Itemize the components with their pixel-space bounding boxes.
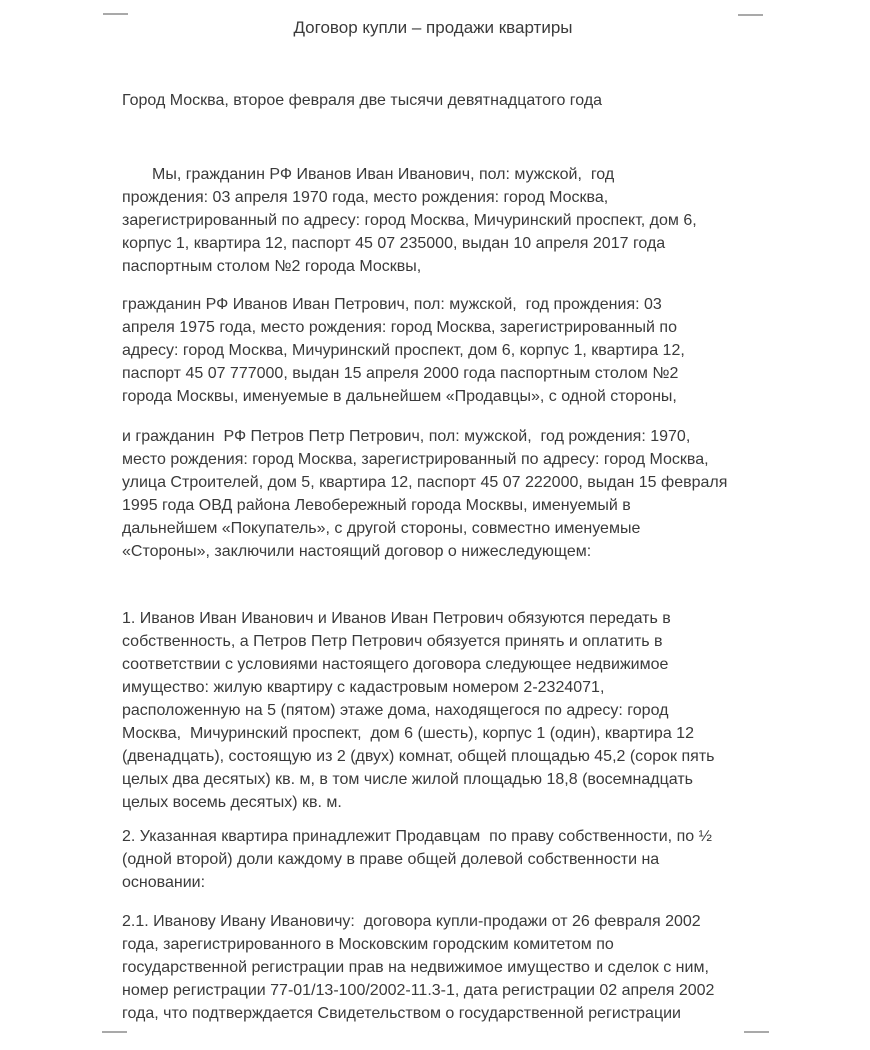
document-title: Договор купли – продажи квартиры bbox=[293, 18, 573, 37]
text-line: Город Москва, второе февраля две тысячи девятнадцатого года bbox=[122, 92, 603, 109]
text-line: основании: bbox=[122, 874, 206, 891]
text-line: города Москвы, именуемые в дальнейшем «Продавцы», с одной стороны, bbox=[122, 388, 677, 405]
text-line: и гражданин РФ Петров Петр Петрович, пол: мужской, год рождения: 1970, bbox=[122, 428, 691, 445]
crop-mark-bottom-right bbox=[744, 1031, 769, 1033]
text-line: корпус 1, квартира 12, паспорт 45 07 235000, выдан 10 апреля 2017 года bbox=[122, 235, 666, 252]
paragraph-preamble-seller-2 bbox=[122, 293, 744, 408]
text-line: улица Строителей, дом 5, квартира 12, паспорт 45 07 222000, выдан 15 февраля bbox=[122, 474, 728, 491]
paragraph-preamble-seller-1 bbox=[122, 163, 744, 278]
crop-mark-bottom-left bbox=[102, 1031, 127, 1033]
paragraph-clause-2-1 bbox=[122, 910, 744, 1025]
text-line: расположенную на 5 (пятом) этаже дома, находящегося по адресу: город bbox=[122, 702, 669, 719]
text-line: паспорт 45 07 777000, выдан 15 апреля 2000 года паспортным столом №2 bbox=[122, 365, 679, 382]
text-line: дальнейшем «Покупатель», с другой стороны, совместно именуемые bbox=[122, 520, 641, 537]
text-line: зарегистрированный по адресу: город Москва, Мичуринский проспект, дом 6, bbox=[122, 212, 697, 229]
text-line: Мы, гражданин РФ Иванов Иван Иванович, пол: мужской, год bbox=[152, 166, 615, 183]
text-line: года, зарегистрированного в Московским городским комитетом по bbox=[122, 936, 614, 953]
date-line bbox=[122, 89, 744, 112]
text-line: апреля 1975 года, место рождения: город Москва, зарегистрированный по bbox=[122, 319, 677, 336]
text-line: прождения: 03 апреля 1970 года, место рождения: город Москва, bbox=[122, 189, 609, 206]
paragraph-clause-1 bbox=[122, 607, 744, 814]
paragraph-clause-2 bbox=[122, 825, 744, 894]
text-line: адресу: город Москва, Мичуринский проспект, дом 6, корпус 1, квартира 12, bbox=[122, 342, 685, 359]
text-line: (одной второй) доли каждому в праве общей долевой собственности на bbox=[122, 851, 660, 868]
text-line: соответствии с условиями настоящего договора следующее недвижимое bbox=[122, 656, 669, 673]
text-line: целых восемь десятых) кв. м. bbox=[122, 794, 342, 811]
text-line: 1. Иванов Иван Иванович и Иванов Иван Петрович обязуются передать в bbox=[122, 610, 671, 627]
paragraph-preamble-buyer bbox=[122, 425, 744, 563]
text-line: место рождения: город Москва, зарегистрированный по адресу: город Москва, bbox=[122, 451, 709, 468]
text-line: целых два десятых) кв. м, в том числе жилой площадью 18,8 (восемнадцать bbox=[122, 771, 693, 788]
text-line: номер регистрации 77-01/13-100/2002-11.3-1, дата регистрации 02 апреля 2002 bbox=[122, 982, 715, 999]
text-line: 2.1. Иванову Ивану Ивановичу: договора купли-продажи от 26 февраля 2002 bbox=[122, 913, 701, 930]
text-line: Москва, Мичуринский проспект, дом 6 (шесть), корпус 1 (один), квартира 12 bbox=[122, 725, 694, 742]
document-content bbox=[122, 16, 744, 1025]
text-line: гражданин РФ Иванов Иван Петрович, пол: мужской, год прождения: 03 bbox=[122, 296, 662, 313]
text-line: государственной регистрации прав на недвижимое имущество и сделок с ним, bbox=[122, 959, 709, 976]
crop-mark-top-left bbox=[103, 13, 128, 15]
text-line: «Стороны», заключили настоящий договор о нижеследующем: bbox=[122, 543, 592, 560]
text-line: паспортным столом №2 города Москвы, bbox=[122, 258, 422, 275]
text-line: года, что подтверждается Свидетельством о государственной регистрации bbox=[122, 1005, 681, 1022]
text-line: собственность, а Петров Петр Петрович обязуется принять и оплатить в bbox=[122, 633, 663, 650]
text-line: имущество: жилую квартиру с кадастровым номером 2-2324071, bbox=[122, 679, 605, 696]
text-line: 2. Указанная квартира принадлежит Продавцам по праву собственности, по ½ bbox=[122, 828, 712, 845]
text-line: 1995 года ОВД района Левобережный города Москвы, именуемый в bbox=[122, 497, 631, 514]
text-line: (двенадцать), состоящую из 2 (двух) комнат, общей площадью 45,2 (сорок пять bbox=[122, 748, 715, 765]
